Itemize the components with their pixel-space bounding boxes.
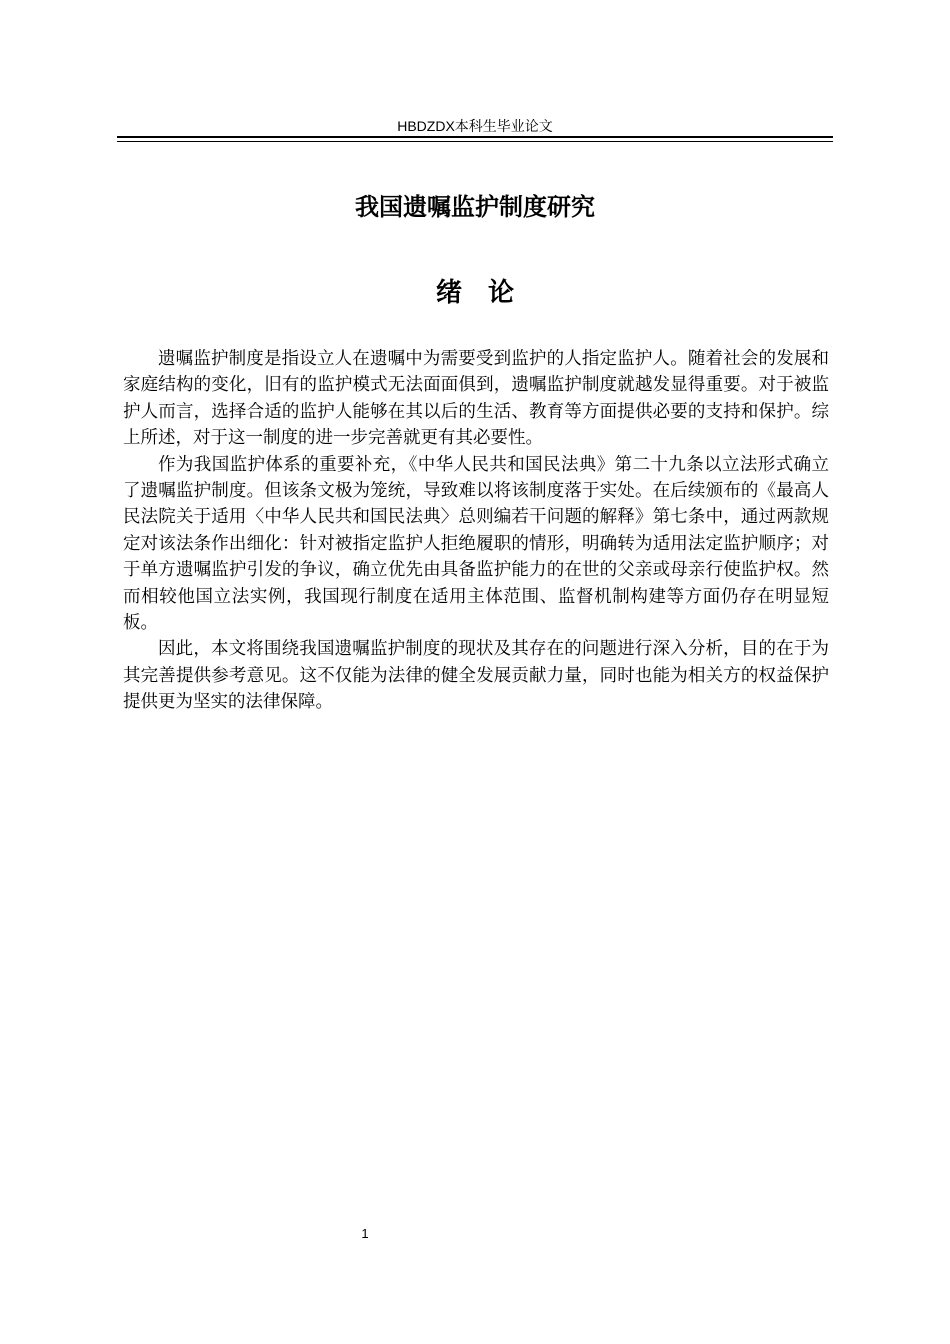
body-paragraph: 遗嘱监护制度是指设立人在遗嘱中为需要受到监护的人指定监护人。随着社会的发展和家庭结构的变化，旧有的监护模式无法面面俱到，遗嘱监护制度就越发显得重要。对于被监护人而言，选择合适的监护人能够在其以后的生活、教育等方面提供必要的支持和保护。综上所述，对于这一制度的进一步完善就更有其必要性。: [123, 349, 829, 449]
body-text: [123, 346, 829, 716]
running-header: HBDZDX本科生毕业论文: [397, 118, 553, 134]
body-paragraph: 作为我国监护体系的重要补充，《中华人民共和国民法典》第二十九条以立法形式确立了遗嘱监护制度。但该条文极为笼统，导致难以将该制度落于实处。在后续颁布的《最高人民法院关于适用〈中华人民共和国民法典〉总则编若干问题的解释》第七条中，通过两款规定对该法条作出细化：针对被指定监护人拒绝履职的情形，明确转为适用法定监护顺序；对于单方遗嘱监护引发的争议，确立优先由具备监护能力的在世的父亲或母亲行使监护权。然而相较他国立法实例，我国现行制度在适用主体范围、监督机制构建等方面仍存在明显短板。: [123, 454, 829, 634]
body-paragraph: 因此，本文将围绕我国遗嘱监护制度的现状及其存在的问题进行深入分析，目的在于为其完善提供参考意见。这不仅能为法律的健全发展贡献力量，同时也能为相关方的权益保护提供更为坚实的法律保障。: [123, 639, 829, 713]
paper-title: 我国遗嘱监护制度研究: [355, 193, 595, 221]
page-number: 1: [361, 1226, 369, 1241]
chapter-heading: 绪 论: [435, 278, 514, 308]
header-rule-thin: [117, 141, 833, 142]
header-rule-thick: [117, 136, 833, 138]
